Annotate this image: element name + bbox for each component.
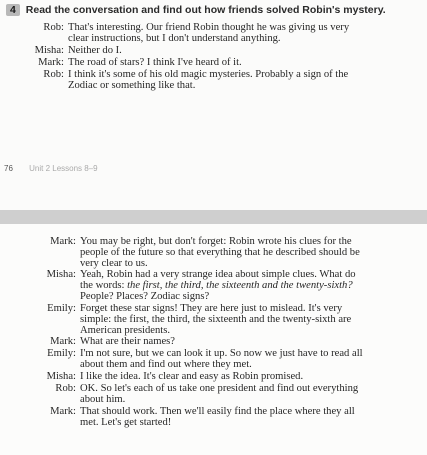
page-footer [4, 164, 98, 173]
dialogue-line-italic: the words: the first, the third, the sixteenth and the twenty-sixth? [80, 280, 353, 291]
page-number: 76 [4, 164, 13, 173]
dialogue-line: I like the idea. It's clear and easy as Robin promised. [80, 371, 304, 382]
dialogue-line: Yeah, Robin had a very strange idea about simple clues. What do [80, 269, 356, 280]
dialogue-line: That should work. Then we'll easily find the place where they all [80, 406, 355, 417]
speaker-label: Mark: [38, 57, 64, 68]
speaker-label: Emily: [47, 303, 76, 314]
dialogue-line: simple: the first, the third, the sixteenth and the twenty-sixth are [80, 314, 352, 325]
dialogue-line: Forget these star signs! They are here just to mislead. It's very [80, 303, 343, 314]
task-instruction: Read the conversation and find out how friends solved Robin's mystery. [25, 4, 386, 16]
speaker-label: Emily: [47, 348, 76, 359]
speaker-label: Mark: [50, 336, 76, 347]
speaker-label: Mark: [50, 406, 76, 417]
dialogue-line: about him. [80, 394, 126, 405]
dialogue-line: OK. So let's each of us take one president and find out everything [80, 383, 359, 394]
speaker-label: Rob: [43, 69, 64, 80]
dialogue-line: I think it's some of his old magic mysteries. Probably a sign of the [68, 69, 349, 80]
dialogue-line: The road of stars? I think I've heard of it. [68, 57, 242, 68]
dialogue-line: clear instructions, but I don't understand anything. [68, 33, 281, 44]
speaker-label: Mark: [50, 236, 76, 247]
unit-label: Unit 2 Lessons 8–9 [29, 164, 98, 173]
dialogue-line: people of the future so that everything that he described should be [80, 247, 360, 258]
dialogue-line: I'm not sure, but we can look it up. So now we just have to read all [80, 348, 363, 359]
dialogue-line: American presidents. [80, 325, 171, 336]
speaker-label: Rob: [43, 22, 64, 33]
task-heading [6, 4, 421, 16]
dialogue-line: very clear to us. [80, 258, 148, 269]
dialogue-line: Neither do I. [68, 45, 122, 56]
dialogue-line: People? Places? Zodiac signs? [80, 291, 210, 302]
dialogue-line: You may be right, but don't forget: Robin wrote his clues for the [80, 236, 352, 247]
dialogue-line: Zodiac or something like that. [68, 80, 196, 91]
dialogue-line: That's interesting. Our friend Robin thought he was giving us very [68, 22, 350, 33]
task-number-badge: 4 [6, 4, 20, 16]
speaker-label: Rob: [55, 383, 76, 394]
dialogue-line: met. Let's get started! [80, 417, 172, 428]
speaker-label: Misha: [46, 371, 76, 382]
speaker-label: Misha: [34, 45, 64, 56]
page-divider [0, 210, 427, 224]
dialogue-line: about them and find out where they met. [80, 359, 252, 370]
speaker-label: Misha: [46, 269, 76, 280]
dialogue-line: What are their names? [80, 336, 175, 347]
